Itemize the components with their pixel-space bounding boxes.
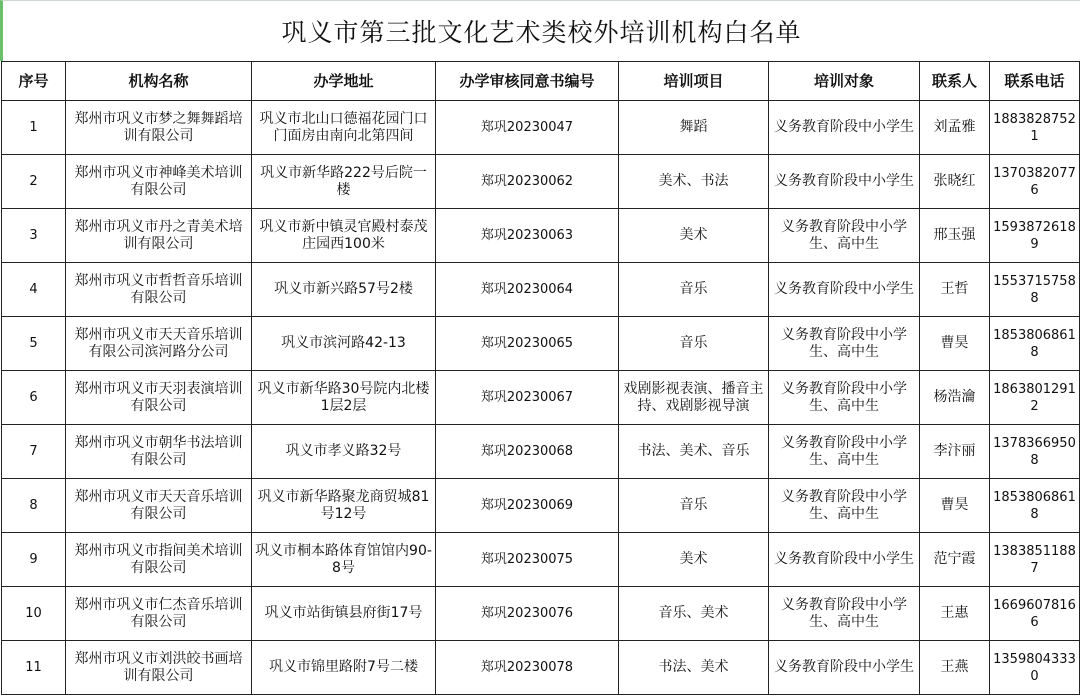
- cell-audience: 义务教育阶段中小学生: [769, 155, 920, 209]
- cell-index: 3: [2, 209, 66, 263]
- cell-contact: 王惠: [920, 587, 990, 641]
- cell-name: 郑州市巩义市梦之舞舞蹈培训有限公司: [66, 101, 252, 155]
- cell-index: 11: [2, 641, 66, 695]
- cell-name: 郑州市巩义市天羽表演培训有限公司: [66, 371, 252, 425]
- cell-address: 巩义市新华路聚龙商贸城81号12号: [252, 479, 436, 533]
- cell-phone: 18538068618: [990, 479, 1080, 533]
- table-row: [2, 371, 1080, 425]
- table-row: [2, 479, 1080, 533]
- cell-approval-number: 郑巩20230062: [436, 155, 619, 209]
- cell-name: 郑州市巩义市丹之青美术培训有限公司: [66, 209, 252, 263]
- cell-phone: 18538068618: [990, 317, 1080, 371]
- cell-contact: 王哲: [920, 263, 990, 317]
- cell-contact: 范宁霞: [920, 533, 990, 587]
- cell-approval-number: 郑巩20230075: [436, 533, 619, 587]
- cell-approval-number: 郑巩20230067: [436, 371, 619, 425]
- cell-address: 巩义市北山口德福花园门口门面房由南向北第四间: [252, 101, 436, 155]
- cell-program: 音乐: [619, 479, 769, 533]
- cell-phone: 15938726189: [990, 209, 1080, 263]
- cell-name: 郑州市巩义市指间美术培训有限公司: [66, 533, 252, 587]
- institution-table: [1, 61, 1080, 695]
- cell-index: 4: [2, 263, 66, 317]
- cell-audience: 义务教育阶段中小学生、高中生: [769, 209, 920, 263]
- cell-program: 美术: [619, 533, 769, 587]
- col-header-phone: 联系电话: [990, 62, 1080, 101]
- cell-phone: 16696078166: [990, 587, 1080, 641]
- cell-approval-number: 郑巩20230063: [436, 209, 619, 263]
- cell-program: 书法、美术: [619, 641, 769, 695]
- cell-approval-number: 郑巩20230047: [436, 101, 619, 155]
- cell-contact: 邢玉强: [920, 209, 990, 263]
- cell-address: 巩义市锦里路附7号二楼: [252, 641, 436, 695]
- table-row: [2, 317, 1080, 371]
- cell-approval-number: 郑巩20230064: [436, 263, 619, 317]
- cell-audience: 义务教育阶段中小学生、高中生: [769, 317, 920, 371]
- cell-audience: 义务教育阶段中小学生、高中生: [769, 371, 920, 425]
- sheet-title: 巩义市第三批文化艺术类校外培训机构白名单: [0, 0, 1080, 61]
- cell-audience: 义务教育阶段中小学生: [769, 641, 920, 695]
- cell-phone: 18638012912: [990, 371, 1080, 425]
- cell-program: 音乐: [619, 317, 769, 371]
- cell-contact: 李汴丽: [920, 425, 990, 479]
- cell-index: 5: [2, 317, 66, 371]
- col-header-audience: 培训对象: [769, 62, 920, 101]
- cell-contact: 王燕: [920, 641, 990, 695]
- cell-address: 巩义市新华路30号院内北楼1层2层: [252, 371, 436, 425]
- cell-name: 郑州市巩义市朝华书法培训有限公司: [66, 425, 252, 479]
- cell-phone: 13783669508: [990, 425, 1080, 479]
- cell-audience: 义务教育阶段中小学生: [769, 533, 920, 587]
- cell-contact: 刘孟雅: [920, 101, 990, 155]
- cell-index: 7: [2, 425, 66, 479]
- cell-phone: 13703820776: [990, 155, 1080, 209]
- cell-approval-number: 郑巩20230069: [436, 479, 619, 533]
- table-row: [2, 587, 1080, 641]
- cell-phone: 15537157588: [990, 263, 1080, 317]
- cell-address: 巩义市新华路222号后院一楼: [252, 155, 436, 209]
- col-header-address: 办学地址: [252, 62, 436, 101]
- table-row: [2, 263, 1080, 317]
- cell-program: 书法、美术、音乐: [619, 425, 769, 479]
- cell-index: 10: [2, 587, 66, 641]
- cell-name: 郑州市巩义市仁杰音乐培训有限公司: [66, 587, 252, 641]
- cell-name: 郑州市巩义市天天音乐培训有限公司滨河路分公司: [66, 317, 252, 371]
- cell-phone: 13838511887: [990, 533, 1080, 587]
- cell-program: 音乐: [619, 263, 769, 317]
- cell-contact: 杨浩瀹: [920, 371, 990, 425]
- cell-approval-number: 郑巩20230076: [436, 587, 619, 641]
- table-row: [2, 425, 1080, 479]
- table-row: [2, 533, 1080, 587]
- table-row: [2, 155, 1080, 209]
- cell-contact: 曹昊: [920, 479, 990, 533]
- cell-index: 8: [2, 479, 66, 533]
- cell-audience: 义务教育阶段中小学生、高中生: [769, 425, 920, 479]
- cell-name: 郑州市巩义市天天音乐培训有限公司: [66, 479, 252, 533]
- cell-index: 1: [2, 101, 66, 155]
- col-header-program: 培训项目: [619, 62, 769, 101]
- cell-program: 美术、书法: [619, 155, 769, 209]
- cell-approval-number: 郑巩20230068: [436, 425, 619, 479]
- cell-program: 戏剧影视表演、播音主持、戏剧影视导演: [619, 371, 769, 425]
- cell-audience: 义务教育阶段中小学生: [769, 101, 920, 155]
- cell-approval-number: 郑巩20230065: [436, 317, 619, 371]
- cell-address: 巩义市滨河路42-13: [252, 317, 436, 371]
- cell-audience: 义务教育阶段中小学生: [769, 263, 920, 317]
- cell-program: 美术: [619, 209, 769, 263]
- cell-name: 郑州市巩义市哲哲音乐培训有限公司: [66, 263, 252, 317]
- cell-index: 2: [2, 155, 66, 209]
- cell-index: 6: [2, 371, 66, 425]
- col-header-approval-number: 办学审核同意书编号: [436, 62, 619, 101]
- cell-address: 巩义市站街镇县府街17号: [252, 587, 436, 641]
- cell-program: 舞蹈: [619, 101, 769, 155]
- table-row: [2, 641, 1080, 695]
- table-header-row: [2, 62, 1080, 101]
- cell-address: 巩义市桐本路体育馆馆内90-8号: [252, 533, 436, 587]
- cell-name: 郑州市巩义市刘洪皎书画培训有限公司: [66, 641, 252, 695]
- col-header-contact: 联系人: [920, 62, 990, 101]
- cell-address: 巩义市新中镇灵官殿村泰茂庄园西100米: [252, 209, 436, 263]
- col-header-name: 机构名称: [66, 62, 252, 101]
- cell-phone: 18838287521: [990, 101, 1080, 155]
- cell-address: 巩义市新兴路57号2楼: [252, 263, 436, 317]
- cell-phone: 13598043330: [990, 641, 1080, 695]
- cell-program: 音乐、美术: [619, 587, 769, 641]
- cell-address: 巩义市孝义路32号: [252, 425, 436, 479]
- table-body: [2, 101, 1080, 695]
- cell-audience: 义务教育阶段中小学生、高中生: [769, 479, 920, 533]
- table-row: [2, 209, 1080, 263]
- cell-approval-number: 郑巩20230078: [436, 641, 619, 695]
- table-row: [2, 101, 1080, 155]
- cell-contact: 张晓红: [920, 155, 990, 209]
- cell-audience: 义务教育阶段中小学生、高中生: [769, 587, 920, 641]
- cell-index: 9: [2, 533, 66, 587]
- col-header-index: 序号: [2, 62, 66, 101]
- cell-contact: 曹昊: [920, 317, 990, 371]
- cell-name: 郑州市巩义市神峰美术培训有限公司: [66, 155, 252, 209]
